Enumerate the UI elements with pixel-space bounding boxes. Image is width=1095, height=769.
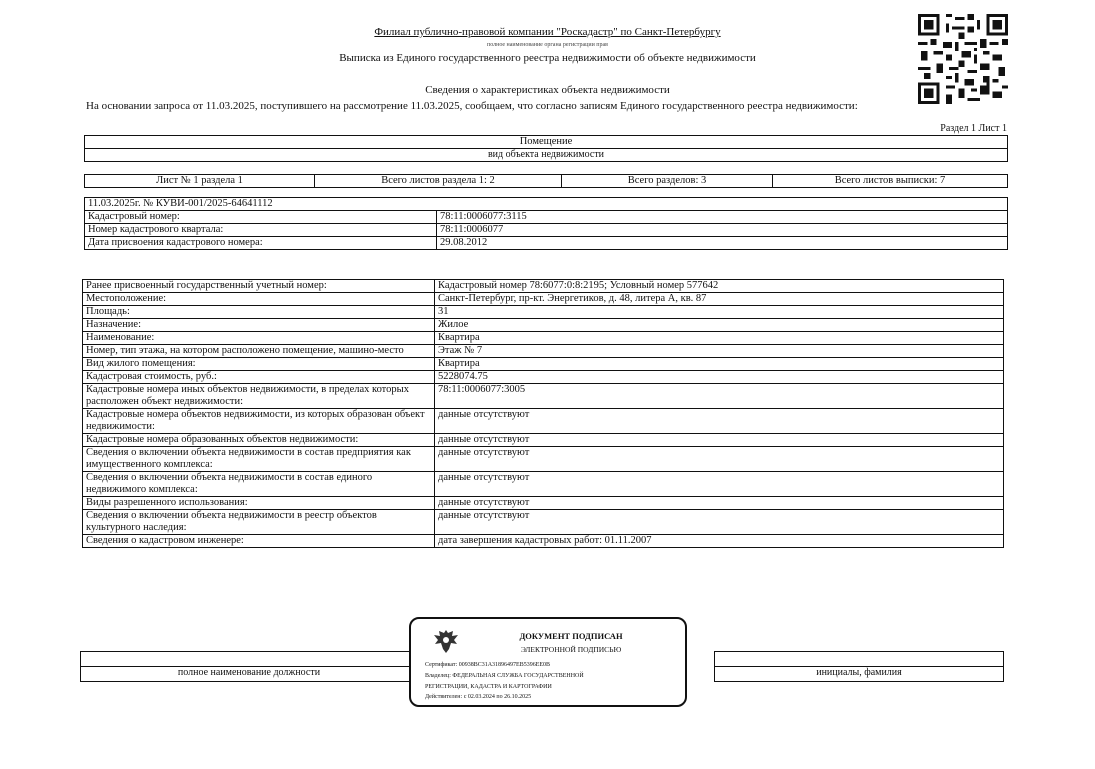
name-caption: инициалы, фамилия <box>715 667 1004 682</box>
total-sheets: Всего листов выписки: 7 <box>773 175 1008 188</box>
row-label: Сведения о включении объекта недвижимости в реестр объектов культурного наследия: <box>83 510 435 535</box>
row-label: Наименование: <box>83 332 435 345</box>
table-row <box>85 224 1008 237</box>
row-value: данные отсутствуют <box>435 447 1004 472</box>
object-type: Помещение <box>85 136 1008 149</box>
row-value: Квартира <box>435 332 1004 345</box>
table-row <box>83 319 1004 332</box>
org-name: Филиал публично-правовой компании "Роскадастр" по Санкт-Петербургу <box>374 26 721 38</box>
extract-title: Выписка из Единого государственного реестра недвижимости об объекте недвижимости <box>339 52 756 64</box>
row-value: Санкт-Петербург, пр-кт. Энергетиков, д. 48, литера А, кв. 87 <box>435 293 1004 306</box>
table-row <box>83 409 1004 434</box>
object-type-table <box>84 135 1008 162</box>
org-caption: полное наименование органа регистрации прав <box>486 42 609 48</box>
row-value: 78:11:0006077 <box>437 224 1008 237</box>
subtitle: Сведения о характеристиках объекта недвижимости <box>425 84 670 96</box>
e-signature-stamp <box>409 617 687 707</box>
row-value: данные отсутствуют <box>435 409 1004 434</box>
position-caption: полное наименование должности <box>81 667 418 682</box>
row-value: Жилое <box>435 319 1004 332</box>
doc-number: 11.03.2025г. № КУВИ-001/2025-64641112 <box>85 198 1008 211</box>
name-cell <box>715 652 1004 667</box>
row-label: Кадастровые номера объектов недвижимости, из которых образован объект недвижимости: <box>83 409 435 434</box>
row-value: 31 <box>435 306 1004 319</box>
row-value: Кадастровый номер 78:6077:0:8:2195; Условный номер 577642 <box>435 280 1004 293</box>
stamp-certificate: Сертификат: 00938BC31A31896497EB5396EE0B <box>425 662 551 668</box>
row-value: 78:11:0006077:3005 <box>435 384 1004 409</box>
row-value: данные отсутствуют <box>435 434 1004 447</box>
row-value: данные отсутствуют <box>435 510 1004 535</box>
stamp-owner: Владелец: ФЕДЕРАЛЬНАЯ СЛУЖБА ГОСУДАРСТВЕННОЙ <box>425 673 584 679</box>
details-table <box>82 279 1004 548</box>
total-sections: Всего разделов: 3 <box>562 175 773 188</box>
sheet-number: Лист № 1 раздела 1 <box>85 175 315 188</box>
row-label: Назначение: <box>83 319 435 332</box>
table-row <box>83 306 1004 319</box>
table-row <box>83 510 1004 535</box>
table-row <box>83 384 1004 409</box>
row-value: данные отсутствуют <box>435 472 1004 497</box>
row-label: Кадастровая стоимость, руб.: <box>83 371 435 384</box>
row-value: 78:11:0006077:3115 <box>437 211 1008 224</box>
table-row <box>85 211 1008 224</box>
stamp-title: ДОКУМЕНТ ПОДПИСАН <box>519 631 623 641</box>
row-label: Сведения о включении объекта недвижимости в состав единого недвижимого комплекса: <box>83 472 435 497</box>
row-value: данные отсутствуют <box>435 497 1004 510</box>
row-label: Номер кадастрового квартала: <box>85 224 437 237</box>
row-label: Дата присвоения кадастрового номера: <box>85 237 437 250</box>
table-row <box>83 332 1004 345</box>
table-row <box>85 237 1008 250</box>
stamp-validity: Действителен: с 02.03.2024 по 26.10.2025 <box>425 694 532 700</box>
row-label: Кадастровый номер: <box>85 211 437 224</box>
row-label: Кадастровые номера образованных объектов недвижимости: <box>83 434 435 447</box>
table-row <box>83 472 1004 497</box>
stamp-owner-2: РЕГИСТРАЦИИ, КАДАСТРА И КАРТОГРАФИИ <box>425 684 552 690</box>
row-label: Площадь: <box>83 306 435 319</box>
table-row <box>83 497 1004 510</box>
row-label: Ранее присвоенный государственный учетный номер: <box>83 280 435 293</box>
row-value: Квартира <box>435 358 1004 371</box>
row-label: Сведения о кадастровом инженере: <box>83 535 435 548</box>
row-label: Виды разрешенного использования: <box>83 497 435 510</box>
object-type-caption: вид объекта недвижимости <box>85 149 1008 162</box>
request-line: На основании запроса от 11.03.2025, поступившего на рассмотрение 11.03.2025, сообщаем, что согласно записям Единого государственного реестра недвижимости: <box>86 100 858 112</box>
eagle-emblem-icon <box>431 627 461 655</box>
row-value: Этаж № 7 <box>435 345 1004 358</box>
sheet-info-table <box>84 174 1008 188</box>
table-row <box>83 280 1004 293</box>
total-sheets-section: Всего листов раздела 1: 2 <box>315 175 562 188</box>
section-sheet: Раздел 1 Лист 1 <box>940 123 1007 134</box>
row-label: Сведения о включении объекта недвижимости в состав предприятия как имущественного комплекса: <box>83 447 435 472</box>
table-row <box>83 434 1004 447</box>
table-row <box>83 447 1004 472</box>
stamp-subtitle: ЭЛЕКТРОННОЙ ПОДПИСЬЮ <box>520 645 622 654</box>
row-value: 29.08.2012 <box>437 237 1008 250</box>
row-value: 5228074.75 <box>435 371 1004 384</box>
table-row <box>83 345 1004 358</box>
row-label: Номер, тип этажа, на котором расположено помещение, машино-место <box>83 345 435 358</box>
table-row <box>83 293 1004 306</box>
table-row <box>83 535 1004 548</box>
id-table <box>84 197 1008 250</box>
row-label: Кадастровые номера иных объектов недвижимости, в пределах которых расположен объект недвижимости: <box>83 384 435 409</box>
row-value: дата завершения кадастровых работ: 01.11.2007 <box>435 535 1004 548</box>
table-row <box>83 358 1004 371</box>
position-cell <box>81 652 418 667</box>
table-row <box>83 371 1004 384</box>
row-label: Местоположение: <box>83 293 435 306</box>
row-label: Вид жилого помещения: <box>83 358 435 371</box>
qr-code-icon <box>918 14 1008 104</box>
